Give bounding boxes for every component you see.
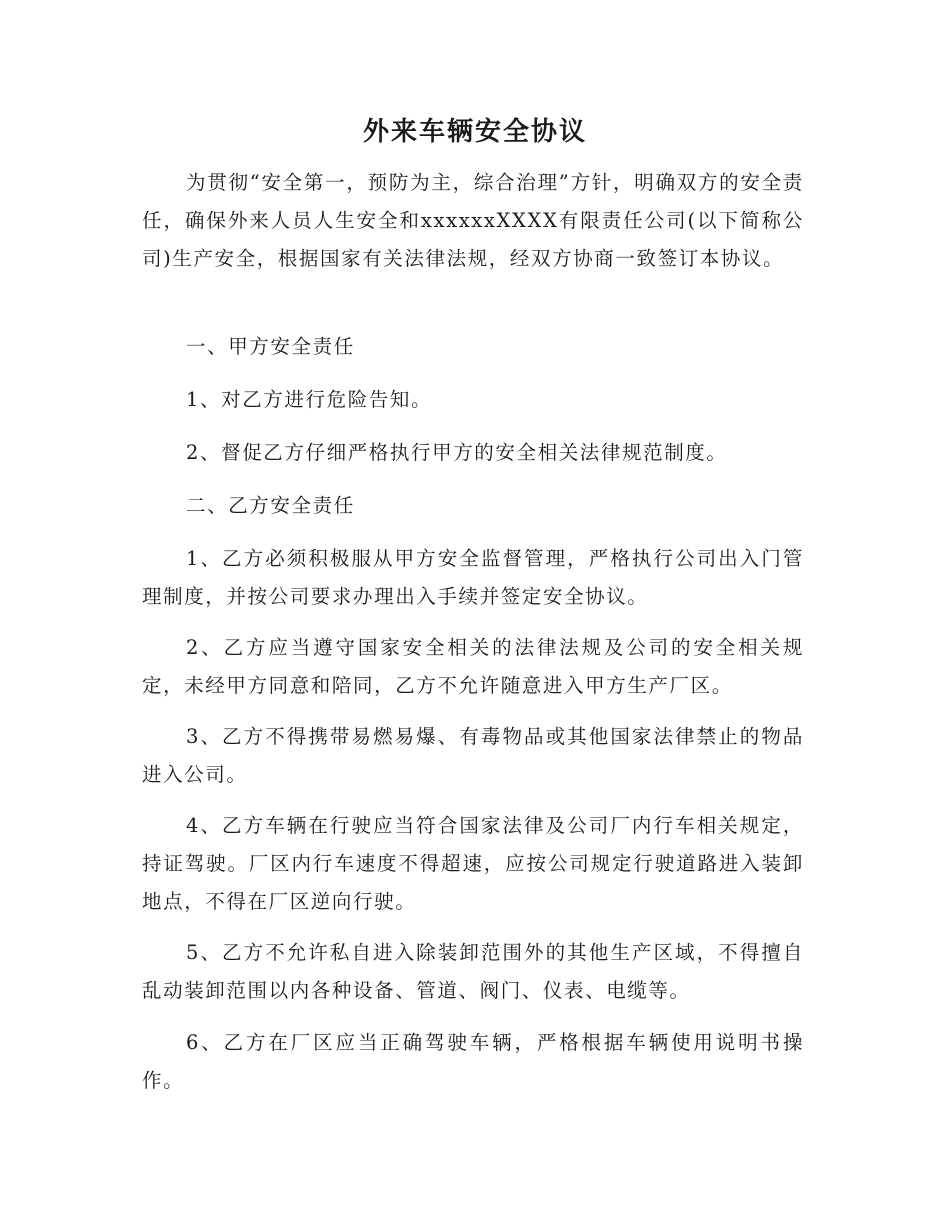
party-b-clause-5: 5、乙方不允许私自进入除装卸范围外的其他生产区域，不得擅自乱动装卸范围以内各种设备、管道、阀门、仪表、电缆等。 xyxy=(142,941,804,1002)
party-a-clause-2: 2、督促乙方仔细严格执行甲方的安全相关法律规范制度。 xyxy=(186,441,728,464)
party-b-clause-6: 6、乙方在厂区应当正确驾驶车辆，严格根据车辆使用说明书操作。 xyxy=(142,1031,804,1092)
section-heading-party-a: 一、甲方安全责任 xyxy=(186,335,355,358)
party-b-clause-1: 1、乙方必须积极服从甲方安全监督管理，严格执行公司出入门管理制度，并按公司要求办理出入手续并签定安全协议。 xyxy=(142,547,804,608)
party-b-clause-2: 2、乙方应当遵守国家安全相关的法律法规及公司的安全相关规定，未经甲方同意和陪同，乙方不允许随意进入甲方生产厂区。 xyxy=(142,636,804,697)
intro-paragraph: 为贯彻“安全第一，预防为主，综合治理”方针，明确双方的安全责任，确保外来人员人生安全和xxxxxxXXXX有限责任公司(以下简称公司)生产安全，根据国家有关法律法规，经双方协商一致签订本协议。 xyxy=(142,171,804,270)
section-heading-party-b: 二、乙方安全责任 xyxy=(186,494,355,517)
party-a-clause-1: 1、对乙方进行危险告知。 xyxy=(186,388,433,411)
document-title: 外来车辆安全协议 xyxy=(362,117,587,147)
party-b-clause-3: 3、乙方不得携带易燃易爆、有毒物品或其他国家法律禁止的物品进入公司。 xyxy=(142,725,804,786)
party-b-clause-4: 4、乙方车辆在行驶应当符合国家法律及公司厂内行车相关规定，持证驾驶。厂区内行车速度不得超速，应按公司规定行驶道路进入装卸地点，不得在厂区逆向行驶。 xyxy=(142,814,804,913)
